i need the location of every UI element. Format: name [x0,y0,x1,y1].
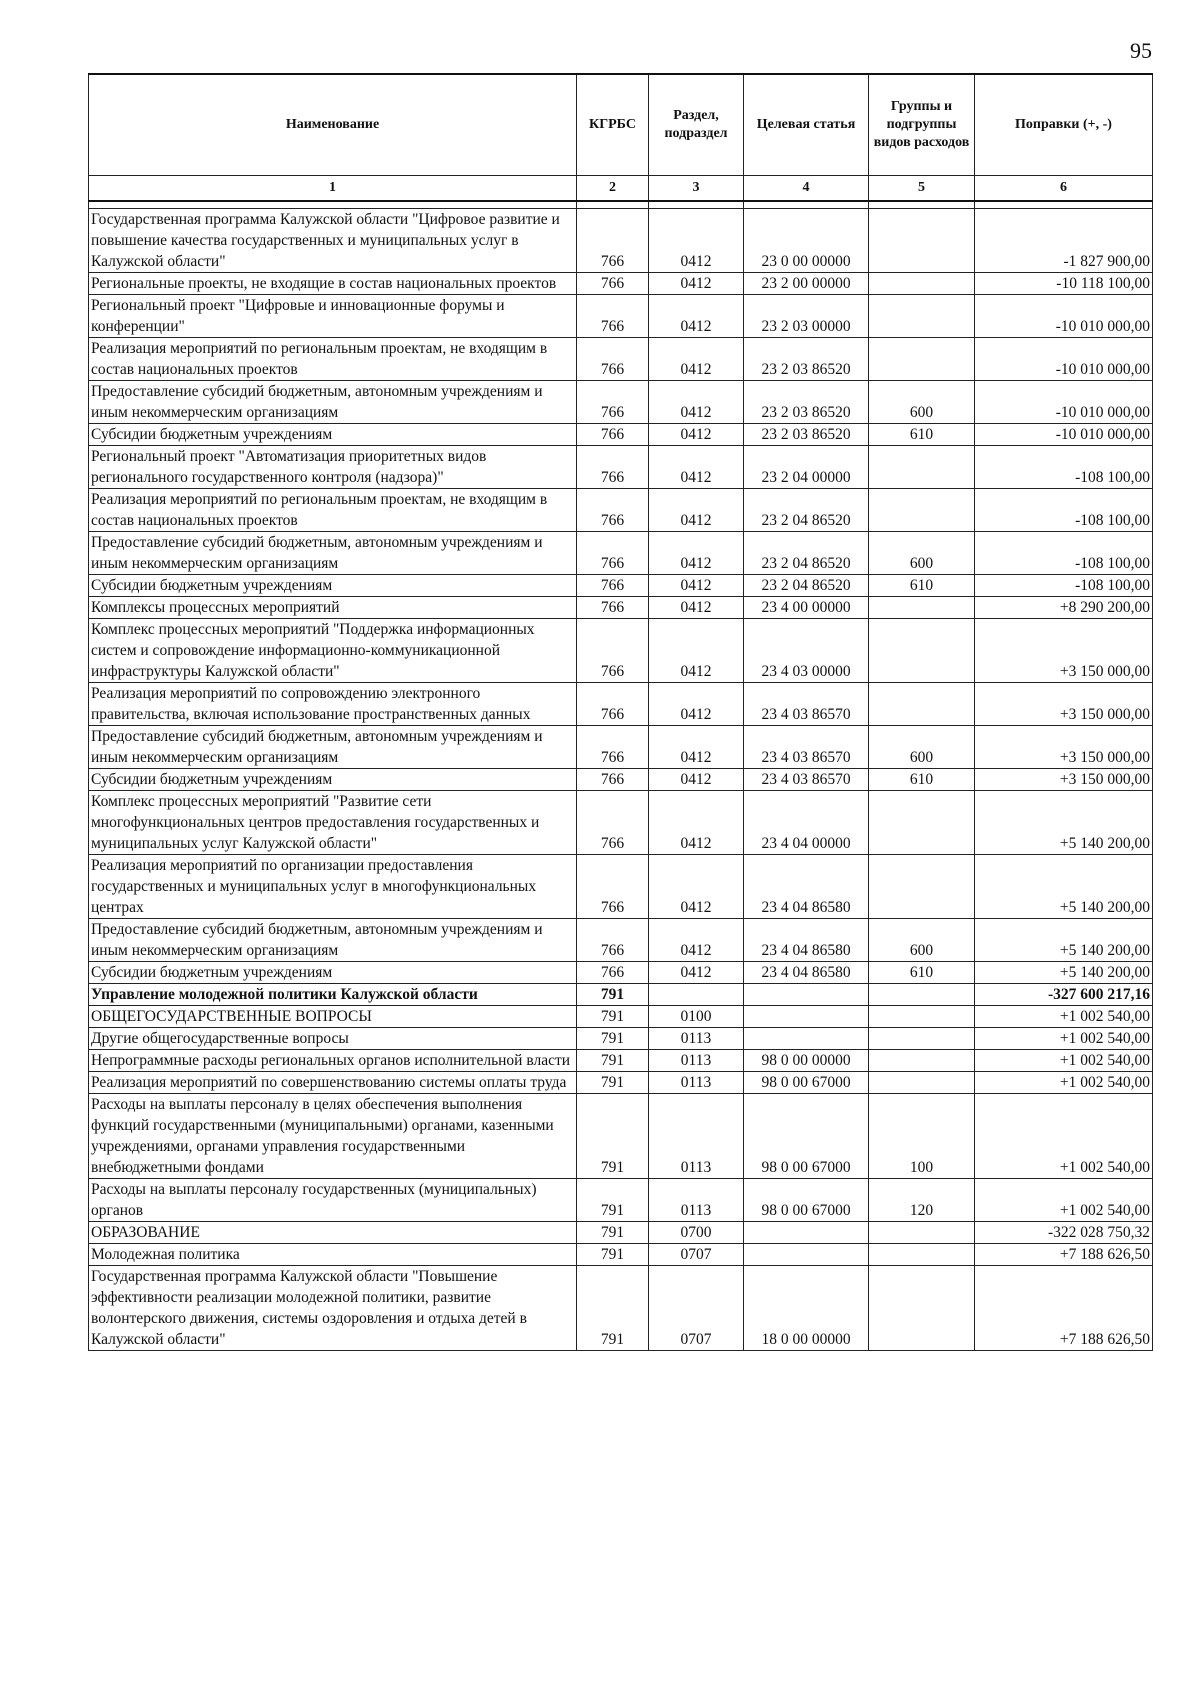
table-body [89,201,1153,1351]
table-header-row [89,74,1153,176]
table-row [89,1050,1153,1072]
cell-amendment: +3 150 000,00 [975,769,1153,791]
table-row [89,1094,1153,1179]
cell-target: 98 0 00 67000 [744,1094,869,1179]
cell-amendment: +1 002 540,00 [975,1006,1153,1028]
cell-target [744,1244,869,1266]
table-row [89,1222,1153,1244]
cell-section: 0113 [649,1028,744,1050]
cell-target: 23 4 03 86570 [744,683,869,726]
table-row [89,919,1153,962]
table-row [89,295,1153,338]
table-row [89,855,1153,919]
cell-kgrbs: 766 [577,209,649,273]
cell-group: 600 [869,919,975,962]
table-row [89,273,1153,295]
table-row [89,962,1153,984]
cell-kgrbs: 766 [577,338,649,381]
cell-amendment: +7 188 626,50 [975,1266,1153,1351]
cell-target: 23 2 03 86520 [744,424,869,446]
cell-amendment: +5 140 200,00 [975,855,1153,919]
cell-group [869,338,975,381]
cell-target: 23 2 03 00000 [744,295,869,338]
cell-kgrbs: 791 [577,1006,649,1028]
cell-name: ОБРАЗОВАНИЕ [89,1222,577,1244]
cell-group [869,984,975,1006]
cell-kgrbs: 791 [577,1094,649,1179]
header-target: Целевая статья [744,74,869,176]
cell-kgrbs: 766 [577,532,649,575]
cell-group: 600 [869,726,975,769]
table-row [89,597,1153,619]
header-amendments: Поправки (+, -) [975,74,1153,176]
cell-group [869,1006,975,1028]
table-row [89,1072,1153,1094]
cell-name: Непрограммные расходы региональных органов исполнительной власти [89,1050,577,1072]
cell-name: Региональные проекты, не входящие в состав национальных проектов [89,273,577,295]
table-row [89,209,1153,273]
cell-section: 0700 [649,1222,744,1244]
page-number: 95 [1130,38,1152,63]
cell-section: 0412 [649,532,744,575]
column-number: 4 [744,176,869,202]
cell-section: 0412 [649,209,744,273]
cell-kgrbs: 766 [577,962,649,984]
cell-amendment: +1 002 540,00 [975,1050,1153,1072]
cell-name: Управление молодежной политики Калужской области [89,984,577,1006]
cell-amendment: +1 002 540,00 [975,1072,1153,1094]
cell-kgrbs: 791 [577,1028,649,1050]
cell-group: 610 [869,962,975,984]
cell-group [869,209,975,273]
cell-name: Субсидии бюджетным учреждениям [89,424,577,446]
cell-name: Региональный проект "Автоматизация приоритетных видов регионального государственного контроля (надзора)" [89,446,577,489]
cell-section: 0412 [649,489,744,532]
cell-amendment: -10 010 000,00 [975,338,1153,381]
cell-kgrbs: 766 [577,446,649,489]
cell-name: Субсидии бюджетным учреждениям [89,962,577,984]
cell-kgrbs: 791 [577,1244,649,1266]
cell-section: 0412 [649,295,744,338]
cell-group: 600 [869,532,975,575]
cell-section: 0412 [649,446,744,489]
cell-section: 0412 [649,726,744,769]
cell-target: 23 4 04 00000 [744,791,869,855]
cell-name: Молодежная политика [89,1244,577,1266]
cell-kgrbs: 766 [577,597,649,619]
spacer-row [89,201,1153,209]
table-row [89,1179,1153,1222]
cell-section: 0707 [649,1244,744,1266]
cell-name: Комплекс процессных мероприятий "Поддержка информационных систем и сопровождение информационно-коммуникационной инфраструктуры Калужской области" [89,619,577,683]
cell-target: 98 0 00 00000 [744,1050,869,1072]
cell-target: 23 4 04 86580 [744,919,869,962]
cell-section: 0113 [649,1072,744,1094]
cell-name: Государственная программа Калужской области "Цифровое развитие и повышение качества государственных и муниципальных услуг в Калужской области" [89,209,577,273]
table-row [89,1266,1153,1351]
cell-kgrbs: 791 [577,984,649,1006]
cell-section: 0412 [649,791,744,855]
cell-group [869,619,975,683]
cell-amendment: +1 002 540,00 [975,1094,1153,1179]
header-section: Раздел, подраздел [649,74,744,176]
cell-amendment: -10 010 000,00 [975,424,1153,446]
cell-amendment: -108 100,00 [975,489,1153,532]
cell-group [869,683,975,726]
cell-group [869,1244,975,1266]
cell-section: 0100 [649,1006,744,1028]
cell-amendment: -10 010 000,00 [975,381,1153,424]
cell-target: 23 2 04 00000 [744,446,869,489]
cell-target: 23 2 00 00000 [744,273,869,295]
cell-amendment: +5 140 200,00 [975,962,1153,984]
table-row [89,532,1153,575]
cell-name: Расходы на выплаты персоналу в целях обеспечения выполнения функций государственными (муниципальными) органами, казенными учреждениями, органами управления государственными внебюджетными фондами [89,1094,577,1179]
cell-name: Реализация мероприятий по совершенствованию системы оплаты труда [89,1072,577,1094]
table-row [89,446,1153,489]
cell-kgrbs: 791 [577,1222,649,1244]
cell-section: 0707 [649,1266,744,1351]
cell-group: 610 [869,769,975,791]
cell-target: 23 4 03 86570 [744,726,869,769]
cell-target: 23 4 03 86570 [744,769,869,791]
table-row [89,984,1153,1006]
table-row [89,424,1153,446]
cell-kgrbs: 791 [577,1266,649,1351]
cell-amendment: -10 010 000,00 [975,295,1153,338]
cell-group: 100 [869,1094,975,1179]
table-row [89,1028,1153,1050]
cell-name: Региональный проект "Цифровые и инновационные форумы и конференции" [89,295,577,338]
column-number: 5 [869,176,975,202]
cell-kgrbs: 766 [577,683,649,726]
cell-target: 98 0 00 67000 [744,1179,869,1222]
cell-name: Предоставление субсидий бюджетным, автономным учреждениям и иным некоммерческим организациям [89,726,577,769]
cell-kgrbs: 766 [577,575,649,597]
cell-group [869,791,975,855]
cell-target: 23 2 04 86520 [744,489,869,532]
cell-target: 23 2 04 86520 [744,532,869,575]
header-groups: Группы и подгруппы видов расходов [869,74,975,176]
cell-section: 0412 [649,273,744,295]
cell-target: 23 0 00 00000 [744,209,869,273]
cell-kgrbs: 766 [577,726,649,769]
cell-amendment: +1 002 540,00 [975,1028,1153,1050]
cell-kgrbs: 766 [577,919,649,962]
table-row [89,619,1153,683]
cell-section: 0412 [649,424,744,446]
cell-section: 0412 [649,855,744,919]
column-number: 1 [89,176,577,202]
cell-kgrbs: 766 [577,769,649,791]
cell-kgrbs: 766 [577,295,649,338]
cell-name: Расходы на выплаты персоналу государственных (муниципальных) органов [89,1179,577,1222]
cell-kgrbs: 766 [577,855,649,919]
cell-amendment: +3 150 000,00 [975,683,1153,726]
cell-target [744,1028,869,1050]
cell-kgrbs: 766 [577,381,649,424]
cell-kgrbs: 791 [577,1050,649,1072]
column-number: 6 [975,176,1153,202]
table-row [89,1244,1153,1266]
cell-name: Комплексы процессных мероприятий [89,597,577,619]
cell-amendment: +8 290 200,00 [975,597,1153,619]
cell-target: 23 4 04 86580 [744,962,869,984]
cell-section: 0113 [649,1094,744,1179]
header-kgrbs: КГРБС [577,74,649,176]
cell-target: 23 4 04 86580 [744,855,869,919]
cell-amendment: -327 600 217,16 [975,984,1153,1006]
budget-amendments-table [88,73,1153,1351]
cell-section: 0412 [649,769,744,791]
cell-target: 23 2 04 86520 [744,575,869,597]
cell-kgrbs: 791 [577,1179,649,1222]
cell-group [869,1050,975,1072]
table-row [89,683,1153,726]
cell-group: 600 [869,381,975,424]
cell-section: 0412 [649,338,744,381]
cell-section: 0412 [649,575,744,597]
cell-name: Реализация мероприятий по региональным проектам, не входящим в состав национальных проектов [89,489,577,532]
cell-name: Предоставление субсидий бюджетным, автономным учреждениям и иным некоммерческим организациям [89,919,577,962]
cell-amendment: -10 118 100,00 [975,273,1153,295]
cell-amendment: -322 028 750,32 [975,1222,1153,1244]
cell-group: 610 [869,575,975,597]
cell-group [869,295,975,338]
cell-name: ОБЩЕГОСУДАРСТВЕННЫЕ ВОПРОСЫ [89,1006,577,1028]
cell-target [744,1222,869,1244]
cell-name: Предоставление субсидий бюджетным, автономным учреждениям и иным некоммерческим организациям [89,381,577,424]
cell-target: 23 2 03 86520 [744,338,869,381]
cell-name: Субсидии бюджетным учреждениям [89,769,577,791]
cell-group [869,1028,975,1050]
cell-group: 120 [869,1179,975,1222]
column-number: 2 [577,176,649,202]
cell-kgrbs: 766 [577,489,649,532]
column-number-row [89,176,1153,202]
cell-kgrbs: 766 [577,424,649,446]
cell-kgrbs: 766 [577,619,649,683]
cell-target: 23 2 03 86520 [744,381,869,424]
table-row [89,489,1153,532]
cell-amendment: +1 002 540,00 [975,1179,1153,1222]
table-row [89,1006,1153,1028]
cell-section: 0412 [649,919,744,962]
cell-section: 0412 [649,683,744,726]
cell-target [744,984,869,1006]
cell-amendment: +5 140 200,00 [975,919,1153,962]
table-row [89,381,1153,424]
cell-name: Реализация мероприятий по региональным проектам, не входящим в состав национальных проектов [89,338,577,381]
cell-section: 0412 [649,381,744,424]
cell-group [869,855,975,919]
cell-amendment: +5 140 200,00 [975,791,1153,855]
cell-amendment: -108 100,00 [975,575,1153,597]
cell-section: 0113 [649,1050,744,1072]
cell-name: Реализация мероприятий по сопровождению электронного правительства, включая использование пространственных данных [89,683,577,726]
cell-name: Комплекс процессных мероприятий "Развитие сети многофункциональных центров предоставления государственных и муниципальных услуг Калужской области" [89,791,577,855]
cell-kgrbs: 766 [577,273,649,295]
cell-section: 0412 [649,619,744,683]
cell-group [869,1072,975,1094]
table-row [89,338,1153,381]
cell-section: 0412 [649,597,744,619]
cell-group [869,446,975,489]
cell-name: Другие общегосударственные вопросы [89,1028,577,1050]
cell-section: 0113 [649,1179,744,1222]
cell-target [744,1006,869,1028]
cell-kgrbs: 791 [577,1072,649,1094]
cell-amendment: +3 150 000,00 [975,726,1153,769]
cell-target: 23 4 00 00000 [744,597,869,619]
cell-amendment: -108 100,00 [975,446,1153,489]
cell-name: Государственная программа Калужской области "Повышение эффективности реализации молодежной политики, развитие волонтерского движения, системы оздоровления и отдыха детей в Калужской области" [89,1266,577,1351]
cell-target: 18 0 00 00000 [744,1266,869,1351]
cell-amendment: -1 827 900,00 [975,209,1153,273]
table-row [89,769,1153,791]
cell-target: 23 4 03 00000 [744,619,869,683]
cell-group: 610 [869,424,975,446]
cell-amendment: -108 100,00 [975,532,1153,575]
cell-name: Реализация мероприятий по организации предоставления государственных и муниципальных услуг в многофункциональных центрах [89,855,577,919]
cell-group [869,489,975,532]
column-number: 3 [649,176,744,202]
cell-section: 0412 [649,962,744,984]
cell-name: Субсидии бюджетным учреждениям [89,575,577,597]
table-row [89,575,1153,597]
cell-target: 98 0 00 67000 [744,1072,869,1094]
cell-name: Предоставление субсидий бюджетным, автономным учреждениям и иным некоммерческим организациям [89,532,577,575]
cell-group [869,1222,975,1244]
cell-amendment: +7 188 626,50 [975,1244,1153,1266]
table-row [89,791,1153,855]
cell-kgrbs: 766 [577,791,649,855]
cell-group [869,597,975,619]
cell-amendment: +3 150 000,00 [975,619,1153,683]
cell-group [869,1266,975,1351]
cell-group [869,273,975,295]
cell-section [649,984,744,1006]
table-row [89,726,1153,769]
header-name: Наименование [89,74,577,176]
